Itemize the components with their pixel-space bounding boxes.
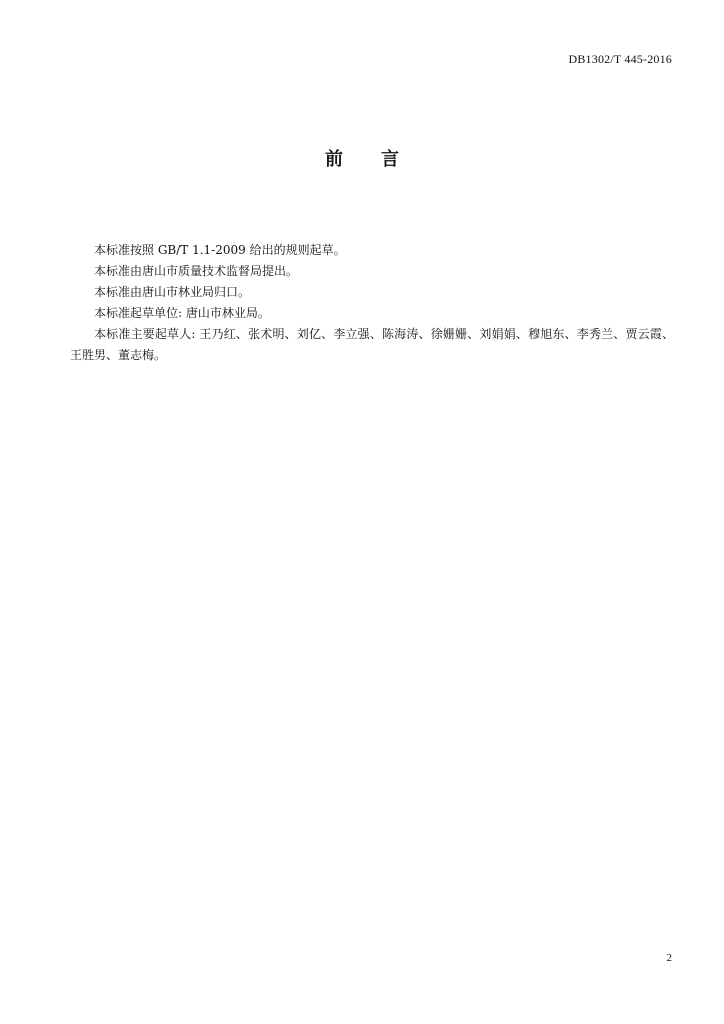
paragraph-drafting-unit: 本标准起草单位: 唐山市林业局。 <box>94 306 270 320</box>
paragraph-proposed-by: 本标准由唐山市质量技术监督局提出。 <box>94 264 299 278</box>
paragraph-main-drafters: 本标准主要起草人: 王乃红、张术明、刘亿、李立强、陈海涛、徐姗姗、刘娟娟、穆旭东、李秀兰、贾云霞、王胜男、董志梅。 <box>70 327 674 362</box>
document-code-header: DB1302/T 445-2016 <box>568 52 672 66</box>
paragraph-centralized-by: 本标准由唐山市林业局归口。 <box>94 285 251 299</box>
title-char-qian: 前 <box>325 149 343 170</box>
page-title <box>0 145 724 171</box>
paragraph-drafting-rules: 本标准按照 GB/T 1.1-2009 给出的规则起草。 <box>94 243 346 257</box>
page-number: 2 <box>666 952 672 964</box>
title-char-yan: 言 <box>381 149 399 170</box>
foreword-body <box>70 240 674 366</box>
